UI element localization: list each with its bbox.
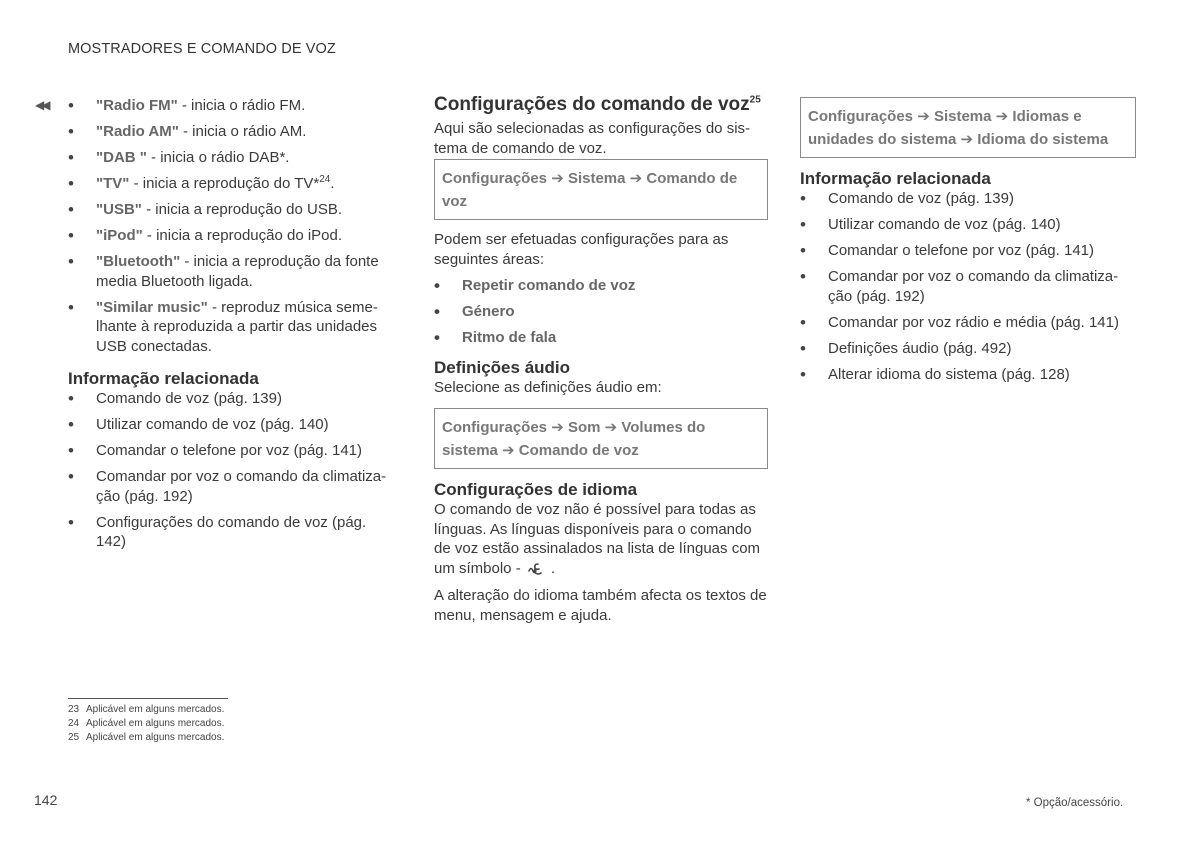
area-item: • Género xyxy=(434,302,768,322)
areas-intro: Podem ser efetuadas configurações para as seguintes áreas: xyxy=(434,231,729,268)
menu-path-language: Configurações ➔ Sistema ➔ Idiomas e unidades do sistema ➔ Idioma do sistema xyxy=(800,97,1136,158)
related-link[interactable]: • Definições áudio (pág. 492) xyxy=(800,339,1136,359)
related-link[interactable]: • Comandar o telefone por voz (pág. 141) xyxy=(800,241,1136,261)
language-text: O comando de voz não é possível para todas as línguas. As línguas disponíveis para o comando de voz estão assinalados na lista de línguas com um símbolo - . xyxy=(434,501,761,577)
list-item: • "Radio FM" - inicia o rádio FM. xyxy=(68,96,388,116)
related-info-heading: Informação relacionada xyxy=(800,169,991,188)
list-item: • "Similar music" - reproduz música seme-lhante à reproduzida a partir das unidades USB conectadas. xyxy=(68,298,388,357)
footnote-ref: 24 xyxy=(319,174,331,185)
related-link[interactable]: • Comandar o telefone por voz (pág. 141) xyxy=(68,441,388,461)
related-link[interactable]: • Comandar por voz rádio e média (pág. 141) xyxy=(800,313,1136,333)
language-heading: Configurações de idioma xyxy=(434,480,638,499)
list-item: • "Bluetooth" - inicia a reprodução da fonte media Bluetooth ligada. xyxy=(68,252,388,291)
audio-heading: Definições áudio xyxy=(434,357,571,377)
section-title: Configurações do comando de voz$^{25}$ xyxy=(434,94,761,115)
list-item: • "Radio AM" - inicia o rádio AM. xyxy=(68,122,388,142)
menu-path-audio: Configurações ➔ Som ➔ Volumes do sistema ➔ Comando de voz xyxy=(434,408,768,469)
related-info-list xyxy=(68,389,388,552)
footnote: 23 Aplicável em alguns mercados. xyxy=(68,704,225,715)
related-link[interactable]: • Configurações do comando de voz (pág. 142) xyxy=(68,513,388,552)
area-item: • Repetir comando de voz xyxy=(434,276,768,296)
related-link[interactable]: • Utilizar comando de voz (pág. 140) xyxy=(68,415,388,435)
footnote: 24 Aplicável em alguns mercados. xyxy=(68,718,225,729)
related-link[interactable]: • Comandar por voz o comando da climatiza-ção (pág. 192) xyxy=(800,267,1136,306)
footnote-ref: 25 xyxy=(749,94,761,106)
voice-language-icon xyxy=(525,560,551,578)
menu-path-voice: Configurações ➔ Sistema ➔ Comando de voz xyxy=(434,159,768,220)
column-2 xyxy=(434,94,768,625)
related-link[interactable]: • Comando de voz (pág. 139) xyxy=(800,189,1136,209)
list-item: • "TV" - inicia a reprodução do TV*$^{24}$. xyxy=(68,174,388,194)
previous-page-icon[interactable]: ◀◀ xyxy=(35,98,48,112)
related-link[interactable]: • Comandar por voz o comando da climatiza-ção (pág. 192) xyxy=(68,467,388,506)
audio-intro: Selecione as definições áudio em: xyxy=(434,378,662,396)
option-note: * Opção/acessório. xyxy=(1026,797,1124,809)
footnote: 25 Aplicável em alguns mercados. xyxy=(68,732,225,743)
section-intro: Aqui são selecionadas as configurações do sis-tema de comando de voz. xyxy=(434,120,751,157)
page-header: MOSTRADORES E COMANDO DE VOZ xyxy=(68,41,336,57)
related-link[interactable]: • Comando de voz (pág. 139) xyxy=(68,389,388,409)
column-3 xyxy=(800,97,1136,391)
related-info-heading: Informação relacionada xyxy=(68,369,259,388)
related-link[interactable]: • Alterar idioma do sistema (pág. 128) xyxy=(800,365,1136,385)
area-item: • Ritmo de fala xyxy=(434,328,768,348)
list-item: • "USB" - inicia a reprodução do USB. xyxy=(68,200,388,220)
voice-commands-list xyxy=(68,96,388,356)
list-item: • "iPod" - inicia a reprodução do iPod. xyxy=(68,226,388,246)
language-note: A alteração do idioma também afecta os textos de menu, mensagem e ajuda. xyxy=(434,587,767,624)
related-link[interactable]: • Utilizar comando de voz (pág. 140) xyxy=(800,215,1136,235)
page-number: 142 xyxy=(34,792,58,808)
areas-list xyxy=(434,276,768,348)
column-1 xyxy=(68,96,388,558)
related-info-list xyxy=(800,189,1136,384)
list-item: • "DAB " - inicia o rádio DAB*. xyxy=(68,148,388,168)
footnote-divider xyxy=(68,698,228,699)
